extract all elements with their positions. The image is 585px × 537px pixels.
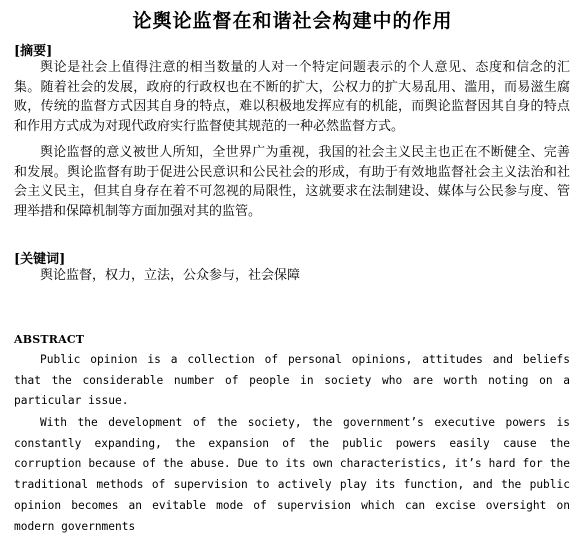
document-title: 论舆论监督在和谐社会构建中的作用 — [132, 10, 453, 32]
abstract-paragraph-1: 舆论是社会上值得注意的相当数量的人对一个特定问题表示的个人意见、态度和信念的汇集。随着社会的发展，政府的行政权也在不断的扩大，公权力的扩大易乱用、滥用，而易滋生腐败，传统的监督方式因其自身的特点，难以积极地发挥应有的机能，而舆论监督因其自身的特点和作用方式成为对现代政府实行监督使其规范的一种必然监督方式。 — [14, 60, 570, 134]
english-paragraph-1: Public opinion is a collection of personal opinions, attitudes and beliefs that the considerable number of people in society who are worth noting on a particular issue. — [14, 353, 570, 408]
abstract-paragraph-2: 舆论监督的意义被世人所知，全世界广为重视，我国的社会主义民主也正在不断健全、完善和发展。舆论监督有助于促进公民意识和公民社会的形成，有助于有效地监督社会主义法治和社会主义民主，但其自身存在着不可忽视的局限性，这就要求在法制建设、媒体与公民参与度、管理举措和保障机制等方面加强对其的监管。 — [14, 145, 570, 219]
english-abstract-heading: ABSTRACT — [14, 333, 85, 346]
english-paragraph-2: With the development of the society, the government’s executive powers is constantly expanding, the expansion of the public powers easily cause the corruption because of the abuse. Due to its own characteristics, it’s hard for the traditional methods of supervision to actively play its function, and the public opinion becomes an evitable mode of supervision which can excise oversight on modern governments — [14, 416, 570, 533]
keywords-text: 舆论监督，权力，立法，公众参与，社会保障 — [40, 268, 301, 283]
keywords-heading: [关键词] — [14, 252, 66, 267]
abstract-heading: [摘要] — [14, 44, 53, 59]
